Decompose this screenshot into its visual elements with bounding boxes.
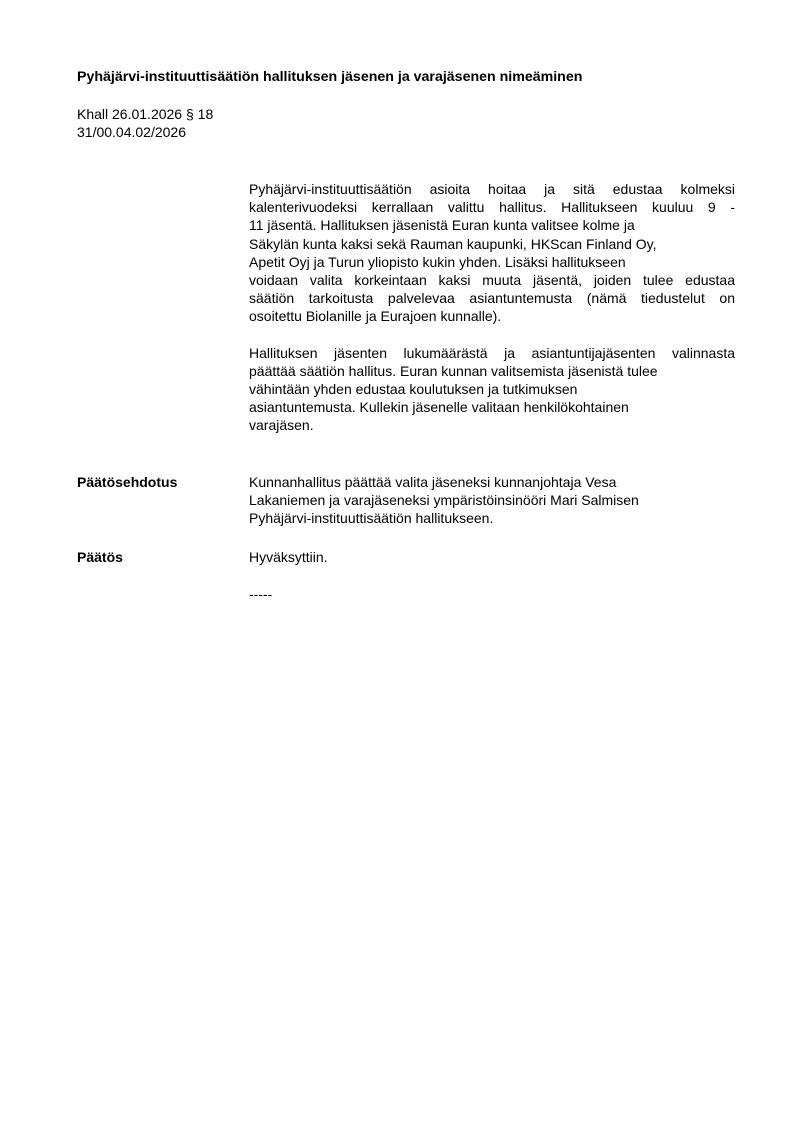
document-title: Pyhäjärvi-instituuttisäätiön hallituksen jäsenen ja varajäsenen nimeäminen — [77, 69, 583, 85]
text-line: osoitettu Biolanille ja Eurajoen kunnalle). — [249, 308, 502, 325]
decision-text — [249, 548, 735, 566]
meeting-reference: Khall 26.01.2026 § 18 — [77, 106, 214, 122]
text-line: Pyhäjärvi-instituuttisäätiön asioita hoitaa ja sitä edustaa kolmeksi — [249, 181, 735, 197]
text-line: vähintään yhden edustaa koulutuksen ja tutkimuksen — [249, 381, 578, 398]
background-paragraph-1 — [249, 180, 735, 326]
text-line: voidaan valita korkeintaan kaksi muuta jäsentä, joiden tulee edustaa — [249, 272, 735, 289]
text-line: Lakaniemen ja varajäseneksi ympäristöinsinööri Mari Salmisen — [249, 492, 639, 509]
text-line: Pyhäjärvi-instituuttisäätiön hallitukseen. — [249, 510, 494, 527]
decision-label: Päätös — [77, 549, 123, 565]
proposal-text — [249, 473, 735, 528]
text-line: Säkylän kunta kaksi sekä Rauman kaupunki, HKScan Finland Oy, — [249, 235, 657, 252]
text-line: Hyväksyttiin. — [249, 549, 328, 565]
text-line: 11 jäsentä. Hallituksen jäsenistä Euran kunta valitsee kolme ja — [249, 217, 635, 234]
background-paragraph-2 — [249, 344, 735, 435]
background-text — [249, 180, 735, 435]
end-mark: ----- — [249, 586, 273, 602]
text-line: päättää säätiön hallitus. Euran kunnan valitsemista jäsenistä tulee — [249, 362, 658, 379]
text-line: Apetit Oyj ja Turun yliopisto kukin yhden. Lisäksi hallitukseen — [249, 253, 626, 270]
text-line: Hallituksen jäsenten lukumäärästä ja asiantuntijajäsenten valinnasta — [249, 344, 735, 361]
case-number: 31/00.04.02/2026 — [77, 124, 186, 140]
document-meta — [77, 105, 213, 141]
text-line: varajäsen. — [249, 417, 314, 434]
text-line: Kunnanhallitus päättää valita jäseneksi kunnanjohtaja Vesa — [249, 474, 617, 490]
text-line: säätiön tarkoitusta palvelevaa asiantuntemusta (nämä tiedustelut on — [249, 290, 735, 307]
text-line: asiantuntemusta. Kullekin jäsenelle valitaan henkilökohtainen — [249, 399, 629, 416]
proposal-label: Päätösehdotus — [77, 474, 178, 490]
text-line: kalenterivuodeksi kerrallaan valittu hallitus. Hallitukseen kuuluu 9 - — [249, 199, 735, 216]
